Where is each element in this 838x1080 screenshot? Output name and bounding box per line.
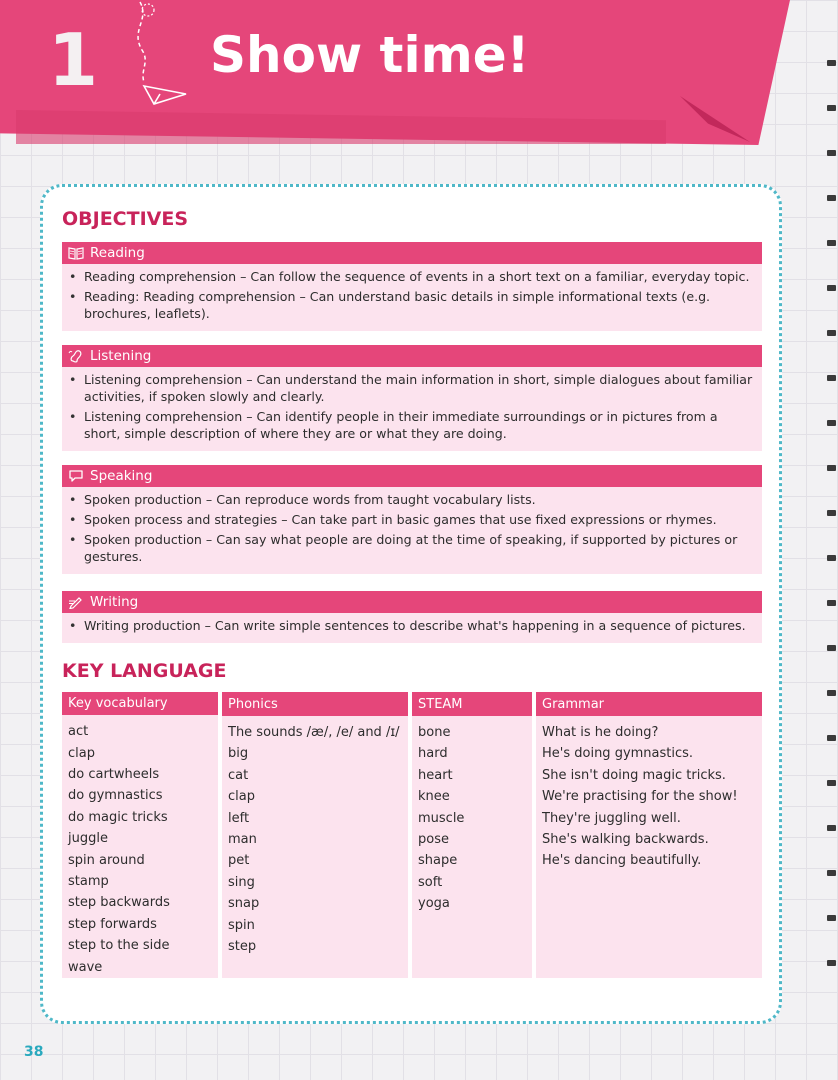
objective-title: Reading	[90, 245, 145, 261]
list-item: big	[228, 746, 249, 762]
list-item: snap	[228, 896, 260, 912]
list-item: She's walking backwards.	[542, 832, 709, 848]
objective-reading	[62, 242, 762, 331]
column-phonics	[222, 692, 408, 978]
objective-item: • Reading comprehension – Can follow the sequence of events in a short text on a familiar, everyday topic.	[84, 268, 754, 285]
pencil-icon	[68, 595, 84, 609]
list-item: step forwards	[68, 916, 157, 932]
list-item: cat	[228, 767, 249, 783]
list-item: sing	[228, 874, 255, 890]
list-item: step backwards	[68, 895, 170, 911]
ear-icon	[68, 349, 84, 363]
list-item: clap	[228, 789, 255, 805]
list-item: What is he doing?	[542, 725, 659, 740]
list-item: clap	[68, 745, 95, 761]
objective-item: • Reading: Reading comprehension – Can understand basic details in simple informational texts (e.g. brochures, leaflets).	[84, 288, 754, 322]
list-item: We're practising for the show!	[542, 789, 738, 805]
objective-item: • Spoken production – Can say what people are doing at the time of speaking, if supported by pictures or gestures.	[84, 531, 754, 565]
objective-title: Listening	[90, 348, 152, 364]
list-item: shape	[418, 853, 458, 869]
objective-item: • Listening comprehension – Can identify people in their immediate surroundings or in pictures from a short, simple description of where they are or what they are doing.	[84, 408, 754, 442]
list-item: left	[228, 810, 250, 826]
list-item: He's dancing beautifully.	[542, 853, 702, 869]
list-item: spin	[228, 917, 255, 933]
column-header: Grammar	[536, 692, 762, 716]
objective-title: Speaking	[90, 468, 153, 484]
list-item: pet	[228, 853, 250, 869]
list-item: hard	[418, 746, 448, 762]
objective-writing	[62, 591, 762, 643]
list-item: juggle	[68, 831, 108, 847]
unit-number: 1	[48, 18, 97, 102]
list-item: soft	[418, 874, 443, 890]
list-item: heart	[418, 767, 453, 783]
list-item: She isn't doing magic tricks.	[542, 767, 726, 783]
list-item: He's doing gymnastics.	[542, 746, 694, 762]
objective-item: • Writing production – Can write simple sentences to describe what's happening in a sequence of pictures.	[84, 617, 754, 634]
objectives-heading: OBJECTIVES	[62, 208, 189, 230]
column-key-vocabulary	[62, 692, 218, 978]
book-icon	[68, 246, 84, 260]
objective-speaking	[62, 465, 762, 574]
column-header: STEAM	[412, 692, 532, 716]
paper-plane-icon	[110, 0, 200, 110]
list-item: man	[228, 832, 257, 848]
column-grammar	[536, 692, 762, 978]
column-steam	[412, 692, 532, 978]
list-item: knee	[418, 789, 450, 805]
objective-listening	[62, 345, 762, 451]
unit-title: Show time!	[210, 26, 530, 84]
list-item: spin around	[68, 852, 145, 868]
list-item: do magic tricks	[68, 809, 168, 825]
list-item: act	[68, 724, 89, 740]
speech-bubble-icon	[68, 469, 84, 483]
list-item: step	[228, 939, 257, 955]
notebook-binding	[824, 60, 838, 1060]
list-item: The sounds /æ/, /e/ and /ɪ/	[228, 725, 400, 740]
list-item: step to the side	[68, 938, 170, 954]
key-language-table	[62, 692, 762, 978]
list-item: They're juggling well.	[542, 810, 681, 826]
list-item: do gymnastics	[68, 788, 163, 804]
objective-title: Writing	[90, 594, 139, 610]
objective-item: • Spoken production – Can reproduce words from taught vocabulary lists.	[84, 491, 754, 508]
page-number: 38	[24, 1044, 44, 1060]
column-header: Phonics	[222, 692, 408, 716]
column-header: Key vocabulary	[62, 692, 218, 715]
list-item: yoga	[418, 896, 450, 912]
list-item: bone	[418, 725, 451, 740]
key-language-heading: KEY LANGUAGE	[62, 660, 227, 682]
objective-item: • Listening comprehension – Can understand the main information in short, simple dialogues about familiar activities, if spoken slowly and clearly.	[84, 371, 754, 405]
list-item: pose	[418, 832, 449, 848]
list-item: do cartwheels	[68, 766, 160, 782]
list-item: wave	[68, 959, 103, 975]
list-item: muscle	[418, 810, 465, 826]
objective-item: • Spoken process and strategies – Can take part in basic games that use fixed expressions or rhymes.	[84, 511, 754, 528]
list-item: stamp	[68, 873, 109, 889]
